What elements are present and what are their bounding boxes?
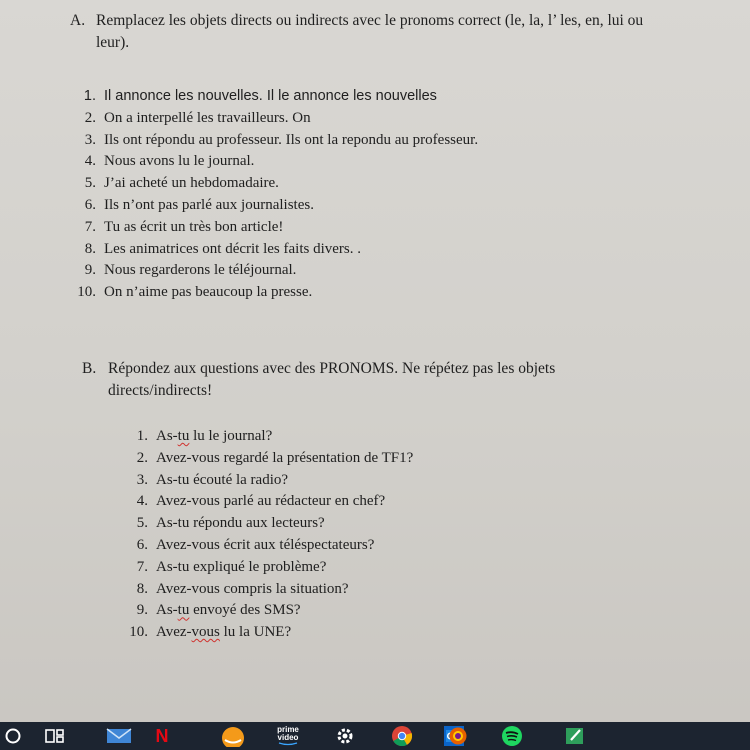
- item-text: Ils n’ont pas parlé aux journalistes.: [104, 196, 314, 213]
- item-number: 4.: [136, 493, 148, 510]
- section-a-line2: leur).: [96, 34, 130, 51]
- item-number: 4.: [84, 153, 96, 170]
- section-a-exercise-list: [70, 86, 710, 304]
- item-text: Avez-vous regardé la présentation de TF1?: [156, 449, 414, 466]
- item-text: On a interpellé les travailleurs. On: [104, 109, 311, 126]
- item-text: Ils ont répondu au professeur. Ils ont la repondu au professeur.: [104, 131, 479, 148]
- item-number: 9.: [136, 602, 148, 619]
- item-text-rest: envoyé des SMS?: [189, 602, 301, 619]
- item-number: 5.: [136, 515, 148, 532]
- spellcheck-underlined-word: tu: [177, 602, 190, 619]
- exercise-a-item-5: [70, 173, 710, 195]
- mail-icon[interactable]: [104, 725, 134, 747]
- question-b-item-4: [128, 491, 648, 513]
- question-b-item-3: [128, 470, 648, 492]
- exercise-a-item-10: [70, 282, 710, 304]
- item-text: Avez-vous parlé au rédacteur en chef?: [156, 493, 386, 510]
- question-b-item-6: [128, 535, 648, 557]
- item-text: Avez-vous compris la situation?: [156, 580, 349, 597]
- amazon-icon[interactable]: [218, 725, 248, 747]
- item-number: 9.: [84, 262, 96, 279]
- prime-label: prime: [277, 725, 299, 734]
- firefox-icon[interactable]: [444, 725, 472, 747]
- section-b-line1: Répondez aux questions avec des PRONOMS. Ne répétez pas les objets: [108, 360, 556, 377]
- question-b-item-10: [128, 622, 648, 644]
- item-number: 7.: [84, 218, 96, 235]
- item-text: Il annonce les nouvelles. Il le annonce les nouvelles: [104, 88, 437, 104]
- question-b-item-8: [128, 579, 648, 601]
- item-number: 8.: [136, 580, 148, 597]
- item-text-rest: lu le journal?: [189, 428, 273, 444]
- chrome-icon[interactable]: [388, 725, 416, 747]
- section-a-letter: A.: [70, 12, 86, 29]
- netflix-icon[interactable]: N: [155, 725, 169, 746]
- item-text: As-: [156, 428, 178, 444]
- item-text: Nous regarderons le téléjournal.: [104, 262, 297, 279]
- section-a-line1: Remplacez les objets directs ou indirects avec le pronoms correct (le, la, l’ les, en, lui ou: [96, 12, 644, 29]
- item-number: 5.: [84, 175, 96, 192]
- prime-video-icon[interactable]: [270, 725, 306, 747]
- exercise-a-item-6: [70, 195, 710, 217]
- item-text: J’ai acheté un hebdomadaire.: [104, 175, 279, 192]
- question-b-item-9: [128, 600, 648, 622]
- item-number: 10.: [129, 624, 148, 641]
- exercise-a-item-2: [70, 108, 710, 130]
- section-b-letter: B.: [82, 360, 97, 377]
- item-text: Nous avons lu le journal.: [104, 153, 255, 170]
- item-number: 2.: [84, 109, 96, 126]
- cortana-icon[interactable]: [2, 725, 24, 747]
- exercise-a-item-3: [70, 130, 710, 152]
- item-number: 3.: [136, 471, 148, 488]
- item-text: Avez-vous écrit aux téléspectateurs?: [156, 536, 375, 553]
- exercise-a-item-1: [70, 86, 710, 108]
- item-number: 3.: [84, 131, 96, 148]
- task-view-icon[interactable]: [42, 725, 68, 747]
- item-text: As-tu expliqué le problème?: [156, 558, 327, 575]
- item-text: As-tu écouté la radio?: [156, 471, 289, 488]
- section-b-line2: directs/indirects!: [108, 382, 213, 399]
- spellcheck-underlined-word: vous: [191, 624, 220, 641]
- question-b-item-5: [128, 513, 648, 535]
- item-number: 8.: [84, 240, 96, 257]
- item-number: 10.: [77, 284, 96, 301]
- settings-icon[interactable]: [332, 725, 358, 747]
- notes-icon[interactable]: [562, 725, 588, 747]
- item-number: 6.: [84, 196, 96, 213]
- item-text: Avez-: [156, 624, 192, 641]
- item-text: Les animatrices ont décrit les faits divers. .: [104, 240, 361, 257]
- exercise-a-item-4: [70, 151, 710, 173]
- section-a-instructions: [70, 10, 730, 54]
- section-b-question-list: [128, 426, 648, 644]
- item-text: On n’aime pas beaucoup la presse.: [104, 284, 313, 301]
- item-text-rest: lu la UNE?: [219, 624, 292, 641]
- item-number: 7.: [136, 558, 148, 575]
- section-b-instructions: [82, 358, 642, 402]
- item-number: 6.: [136, 536, 148, 553]
- item-number: 1.: [136, 428, 148, 444]
- question-b-item-7: [128, 557, 648, 579]
- question-b-item-2: [128, 448, 648, 470]
- item-number: 1.: [83, 88, 96, 104]
- item-number: 2.: [136, 449, 148, 466]
- item-text: As-: [156, 602, 178, 619]
- spellcheck-underlined-word: tu: [177, 428, 190, 444]
- spotify-icon[interactable]: [498, 725, 526, 747]
- item-text: As-tu répondu aux lecteurs?: [156, 515, 325, 532]
- item-text: Tu as écrit un très bon article!: [104, 218, 284, 235]
- exercise-a-item-7: [70, 217, 710, 239]
- exercise-a-item-8: [70, 239, 710, 261]
- video-label: video: [277, 733, 299, 742]
- exercise-a-item-9: [70, 260, 710, 282]
- question-b-item-1: [128, 426, 648, 448]
- taskbar: [0, 722, 750, 750]
